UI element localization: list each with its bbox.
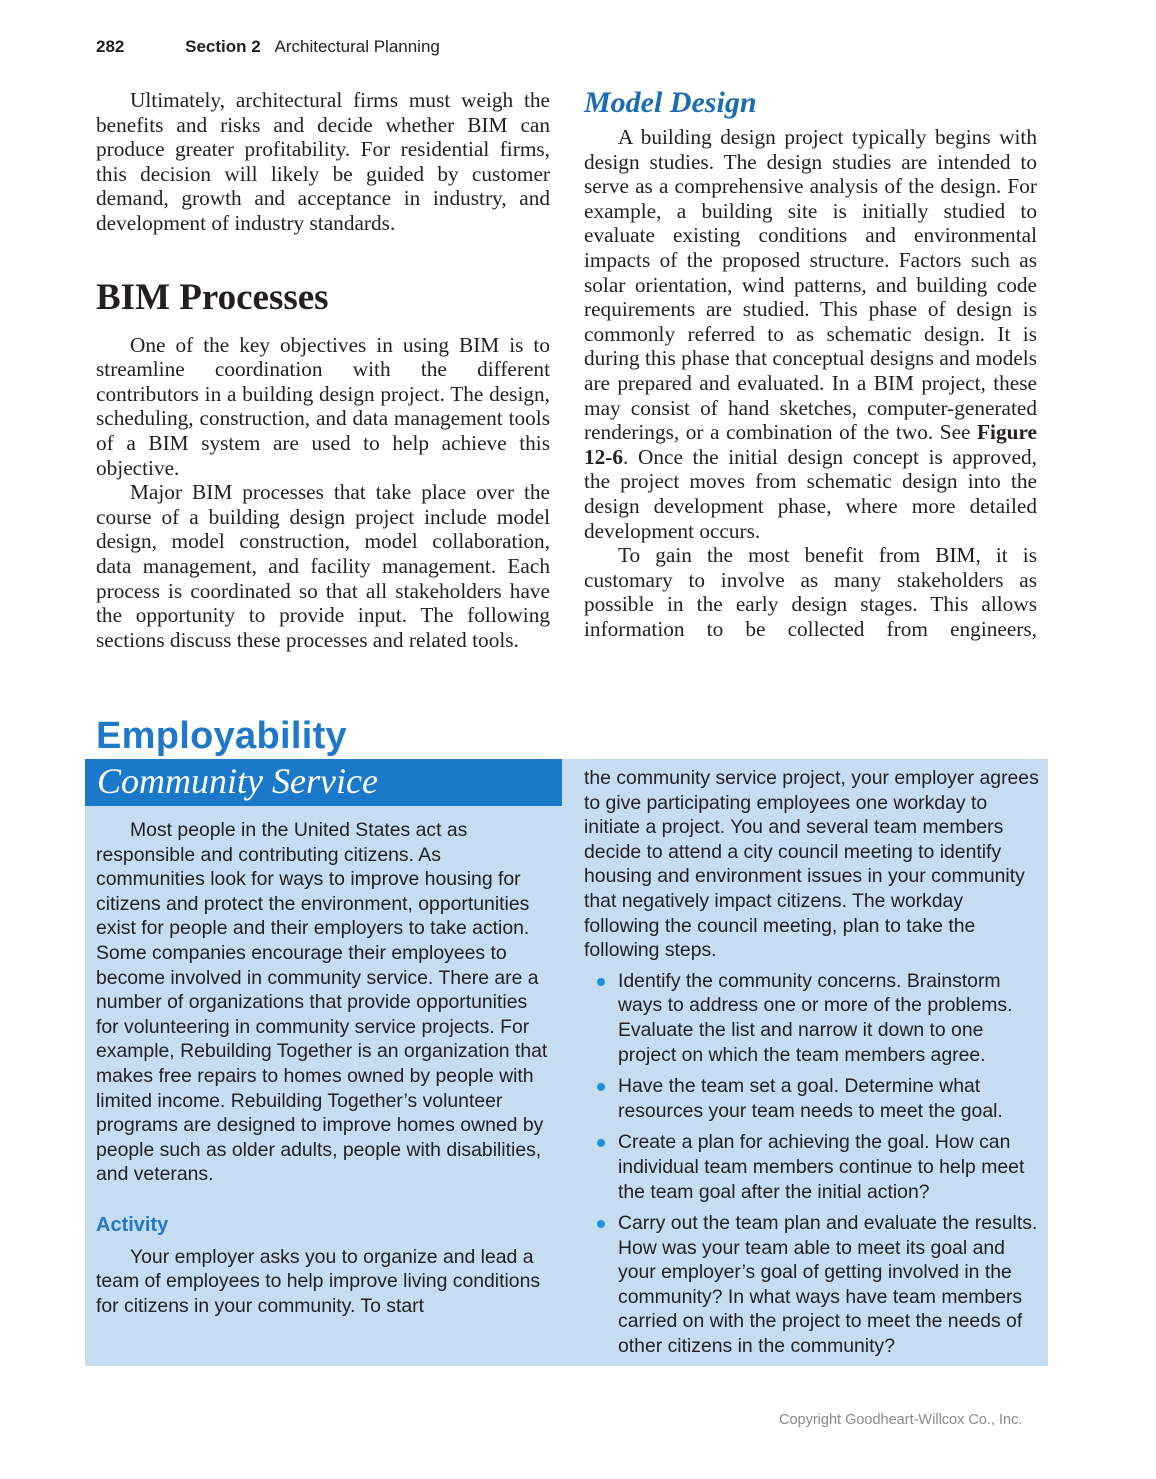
bim-paragraph-1: One of the key objectives in using BIM is to streamline coordination with the different contributors in a building design project. The design, scheduling, construction, and data management tools of a BIM system are used to help achieve this objective. [96, 332, 550, 480]
list-item [584, 1130, 1039, 1204]
bullet-icon [597, 1083, 605, 1091]
paragraph-text: . Once the initial design concept is approved, the project moves from schematic design into the design development phase, where more detailed development occurs. [584, 444, 1037, 543]
copyright: Copyright Goodheart-Willcox Co., Inc. [779, 1412, 1023, 1428]
feature-continued-paragraph: the community service project, your employer agrees to give participating employees one workday to initiate a project. You and several team members decide to attend a city council meeting to identify housing and environment issues in your community that negatively impact citizens. The workday following the council meeting, plan to take the following steps. [584, 767, 1039, 962]
list-item-text: Have the team set a goal. Determine what resources your team needs to meet the goal. [618, 1075, 1003, 1122]
bim-paragraph-2: Major BIM processes that take place over the course of a building design project include model design, model construction, model collaboration, data management, and facility management. Each process is coordinated so that all stakeholders have the opportunity to provide input. The following sections discuss these processes and related tools. [96, 480, 550, 652]
left-column [96, 88, 550, 652]
feature-banner [85, 759, 562, 806]
page-number: 282 [96, 37, 125, 56]
list-item-text: Create a plan for achieving the goal. How can individual team members continue to help meet the team goal after the initial action? [618, 1131, 1025, 1203]
model-design-paragraph-2: To gain the most benefit from BIM, it is customary to involve as many stakeholders as possible in the early design stages. This allows information to be collected from engineers, [584, 543, 1037, 641]
activity-paragraph: Your employer asks you to organize and lead a team of employees to help improve living conditions for citizens in your community. To start [96, 1245, 541, 1317]
intro-paragraph: Ultimately, architectural firms must weigh the benefits and risks and decide whether BIM can produce greater profitability. For residential firms, this decision will likely be guided by customer demand, growth and acceptance in industry, and development of industry standards. [96, 88, 550, 235]
list-item [584, 1211, 1039, 1359]
feature-intro-paragraph: Most people in the United States act as responsible and contributing citizens. As communities look for ways to improve housing for citizens and protect the environment, opportunities exist for people and their employers to take action. Some companies encourage their employees to become involved in community service. There are a number of organizations that provide opportunities for volunteering in community service projects. For example, Rebuilding Together is an organization that makes free repairs to homes owned by people with limited income. Rebuilding Together’s volunteer programs are designed to improve homes owned by people such as older adults, people with disabilities, and veterans. [96, 819, 548, 1186]
figure-reference: Figure 12-6 [584, 420, 1037, 469]
feature-left-column [96, 818, 552, 1318]
right-column [584, 88, 1037, 641]
steps-list [584, 969, 1039, 1359]
running-head [96, 37, 440, 57]
feature-banner-title: Community Service [97, 761, 378, 801]
list-item-text: Carry out the team plan and evaluate the results. How was your team able to meet its goal and your employer’s goal of getting involved in the community? In what ways have team members carried on with the project to meet the needs of other citizens in the community? [618, 1212, 1038, 1358]
list-item [584, 1074, 1039, 1123]
activity-heading: Activity [96, 1213, 169, 1236]
list-item-text: Identify the community concerns. Brainstorm ways to address one or more of the problems. Evaluate the list and narrow it down to one project on which the team members agree. [618, 969, 1013, 1066]
section-label: Section 2 [185, 37, 261, 56]
model-design-paragraph-1 [584, 125, 1037, 543]
bullet-icon [597, 1139, 605, 1147]
paragraph-text: A building design project typically begins with design studies. The design studies are intended to serve as a comprehensive analysis of the design. For example, a building site is initially studied to evaluate existing conditions and environmental impacts of the proposed structure. Factors such as solar orientation, wind patterns, and building code requirements are studied. This phase of design is commonly referred to as schematic design. It is during this phase that conceptual designs and models are prepared and evaluated. In a BIM project, these may consist of hand sketches, computer-generated renderings, or a combination of the two. See [584, 125, 1037, 445]
bullet-icon [597, 1220, 605, 1228]
section-title: Architectural Planning [274, 37, 440, 56]
bim-processes-heading: BIM Processes [96, 276, 329, 318]
feature-right-column [584, 766, 1039, 1366]
bullet-icon [597, 978, 605, 986]
employability-title: Employability [96, 715, 347, 757]
list-item [584, 969, 1039, 1067]
model-design-heading: Model Design [584, 86, 757, 119]
